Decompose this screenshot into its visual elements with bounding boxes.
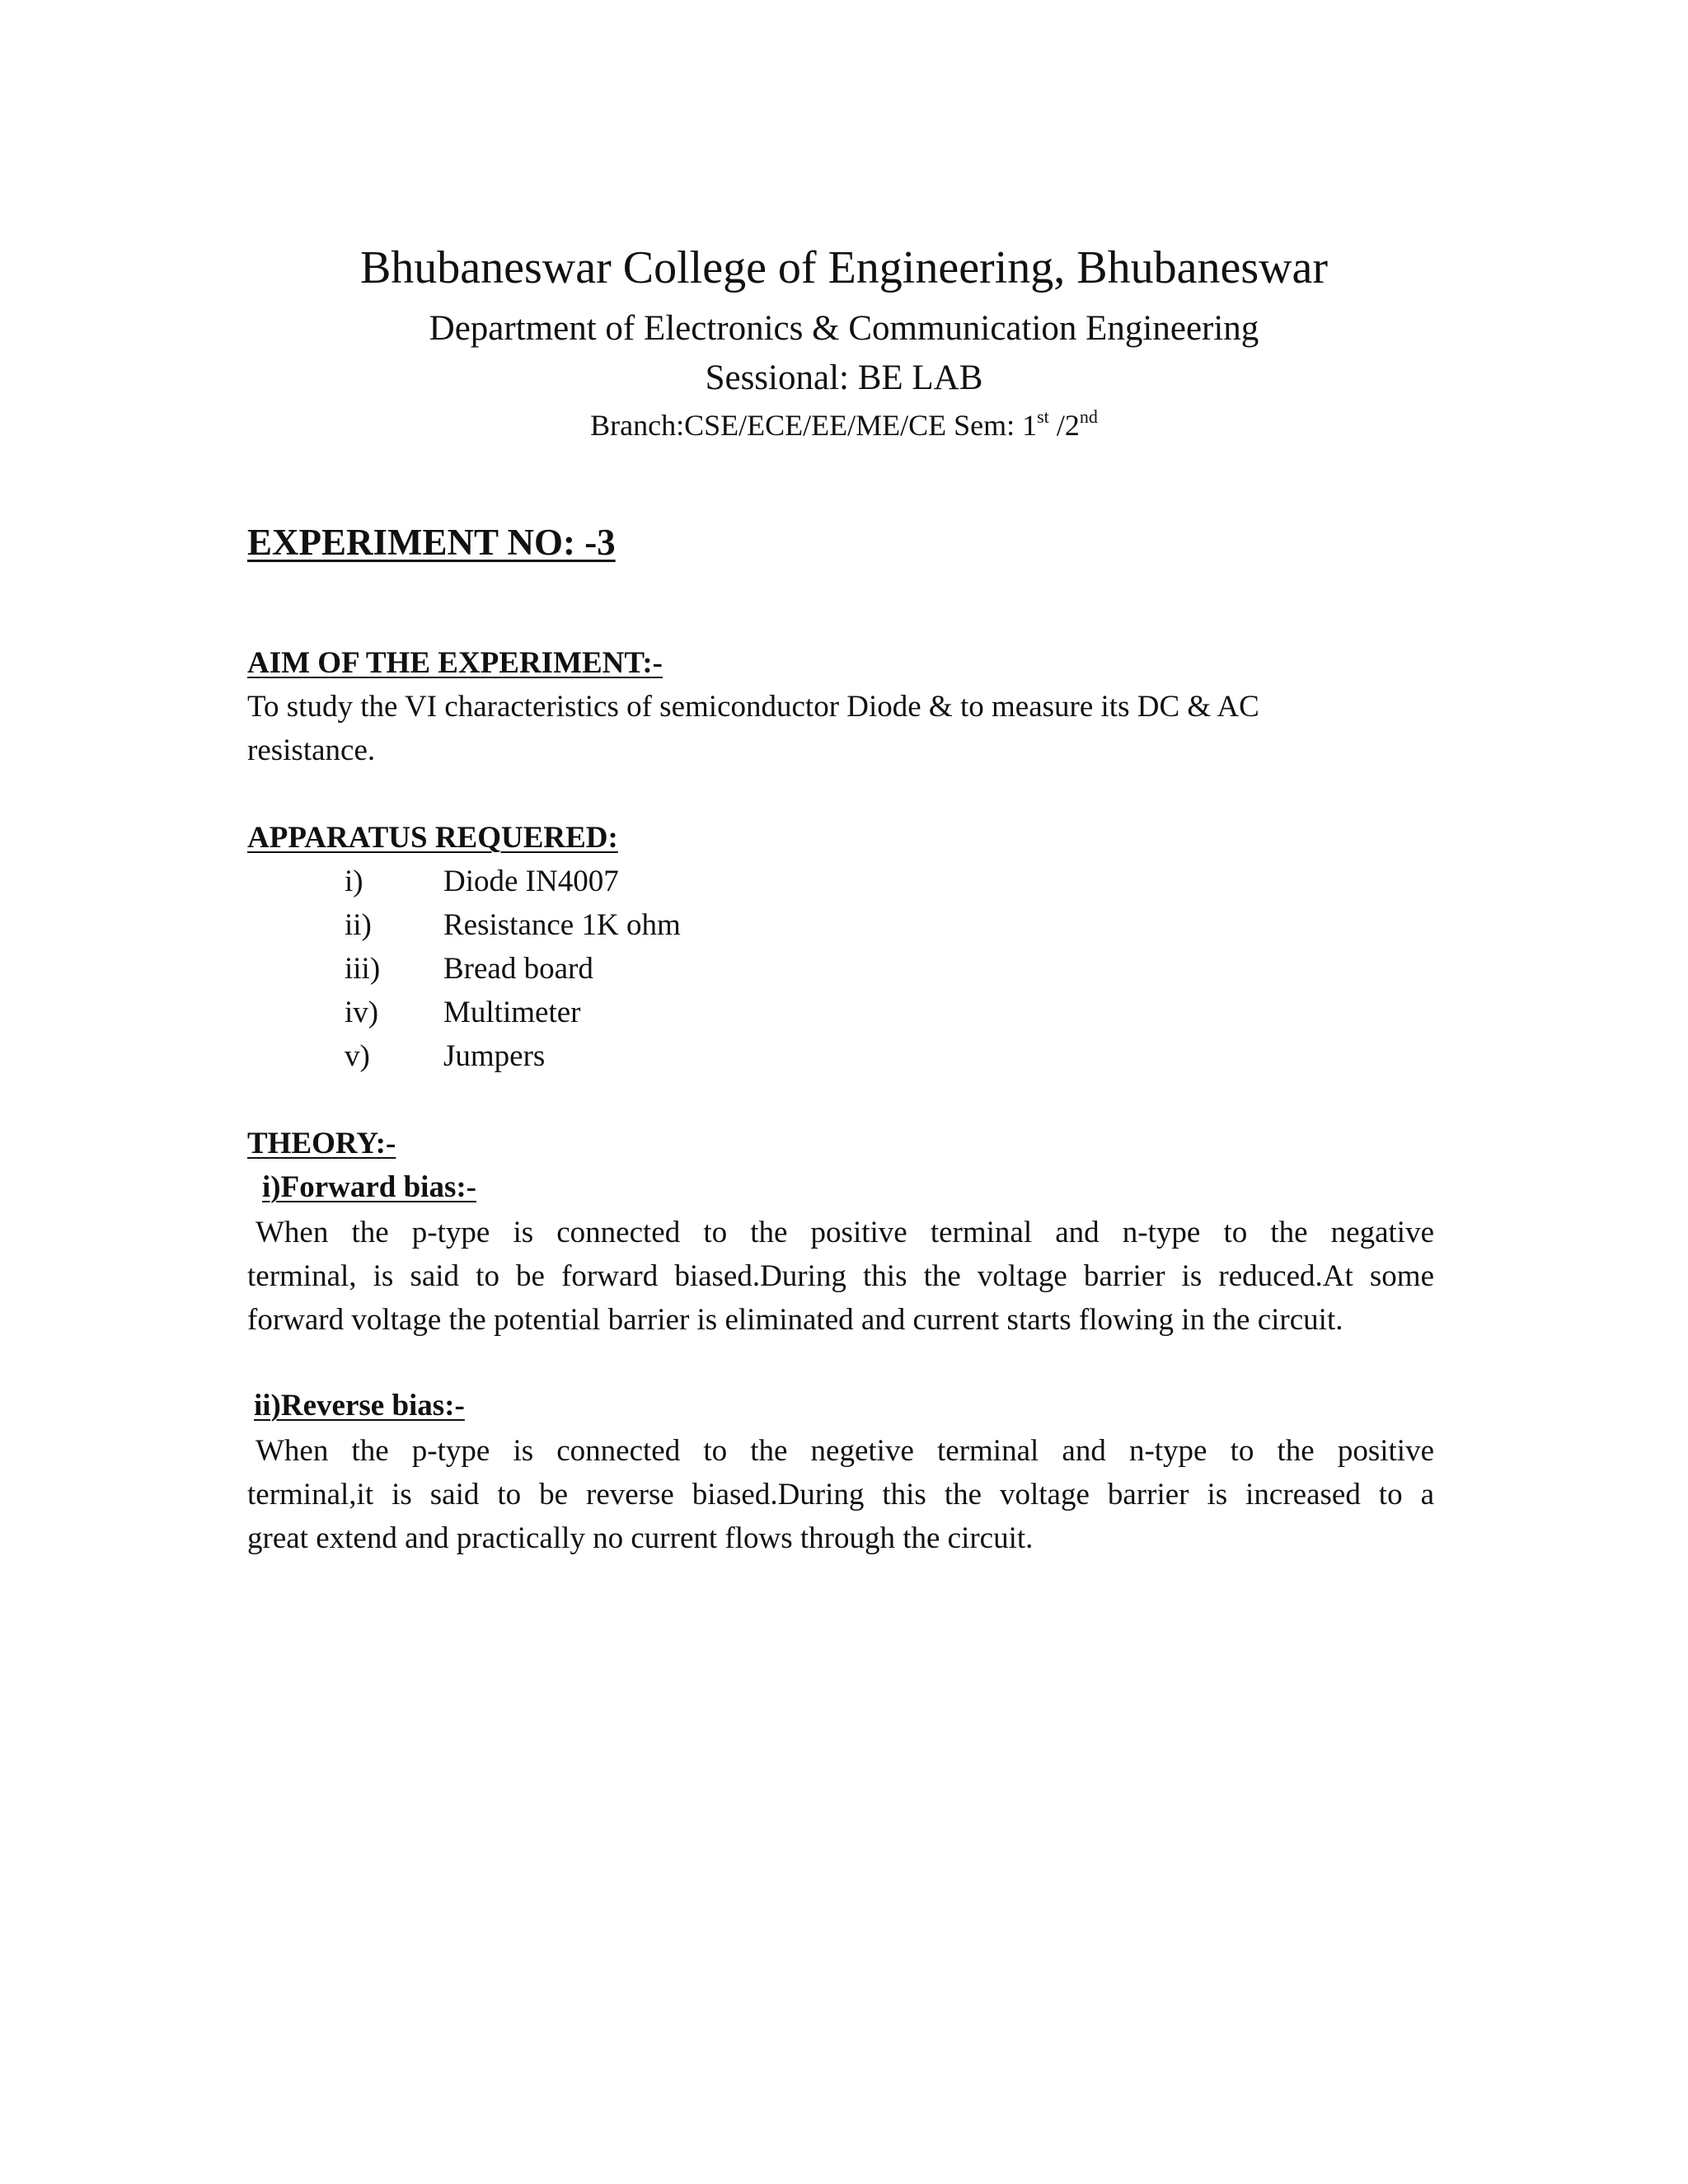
forward-bias-paragraph (247, 1211, 1434, 1342)
sessional-title: Sessional: BE LAB (705, 359, 983, 397)
theory-heading: THEORY:- (247, 1127, 396, 1160)
aim-heading: AIM OF THE EXPERIMENT:- (247, 646, 663, 680)
branch-text: Branch:CSE/ECE/EE/ME/CE Sem: 1 (590, 409, 1038, 442)
forward-bias-line: When the p-type is connected to the positive terminal and n-type to the negative (256, 1216, 1434, 1249)
reverse-bias-paragraph (247, 1429, 1434, 1560)
reverse-bias-line: When the p-type is connected to the negetive terminal and n-type to the positive (256, 1434, 1434, 1468)
aim-line-2: resistance. (247, 733, 376, 767)
department-name: Department of Electronics & Communication Engineering (429, 309, 1259, 348)
reverse-bias-line: terminal,it is said to be reverse biased.During this the voltage barrier is increased to a (247, 1478, 1434, 1511)
aim-line-1: To study the VI characteristics of semiconductor Diode & to measure its DC & AC (247, 690, 1259, 724)
apparatus-item-number: ii) (345, 908, 372, 942)
forward-bias-line: forward voltage the potential barrier is eliminated and current starts flowing in the circuit. (247, 1303, 1343, 1337)
sem-superscript-1: st (1037, 406, 1049, 427)
apparatus-item-text: Multimeter (443, 996, 581, 1029)
sem-superscript-2: nd (1079, 406, 1098, 427)
apparatus-item-text: Bread board (443, 952, 593, 986)
apparatus-item-number: iv) (345, 996, 379, 1029)
apparatus-item-text: Jumpers (443, 1039, 546, 1073)
apparatus-item-text: Resistance 1K ohm (443, 908, 681, 942)
apparatus-item-number: i) (345, 865, 363, 898)
reverse-bias-heading: ii)Reverse bias:- (254, 1389, 465, 1422)
reverse-bias-line: great extend and practically no current flows through the circuit. (247, 1521, 1034, 1555)
apparatus-item-number: v) (345, 1039, 370, 1073)
sem-separator: /2 (1048, 409, 1080, 442)
branch-semester-line (0, 406, 1688, 444)
forward-bias-line: terminal, is said to be forward biased.During this the voltage barrier is reduced.At some (247, 1259, 1434, 1293)
experiment-title: EXPERIMENT NO: -3 (247, 522, 616, 563)
apparatus-item-number: iii) (345, 952, 381, 986)
apparatus-heading: APPARATUS REQUERED: (247, 821, 618, 855)
forward-bias-heading: i)Forward bias:- (262, 1170, 476, 1204)
college-name: Bhubaneswar College of Engineering, Bhubaneswar (359, 242, 1329, 293)
apparatus-item-text: Diode IN4007 (443, 865, 619, 898)
